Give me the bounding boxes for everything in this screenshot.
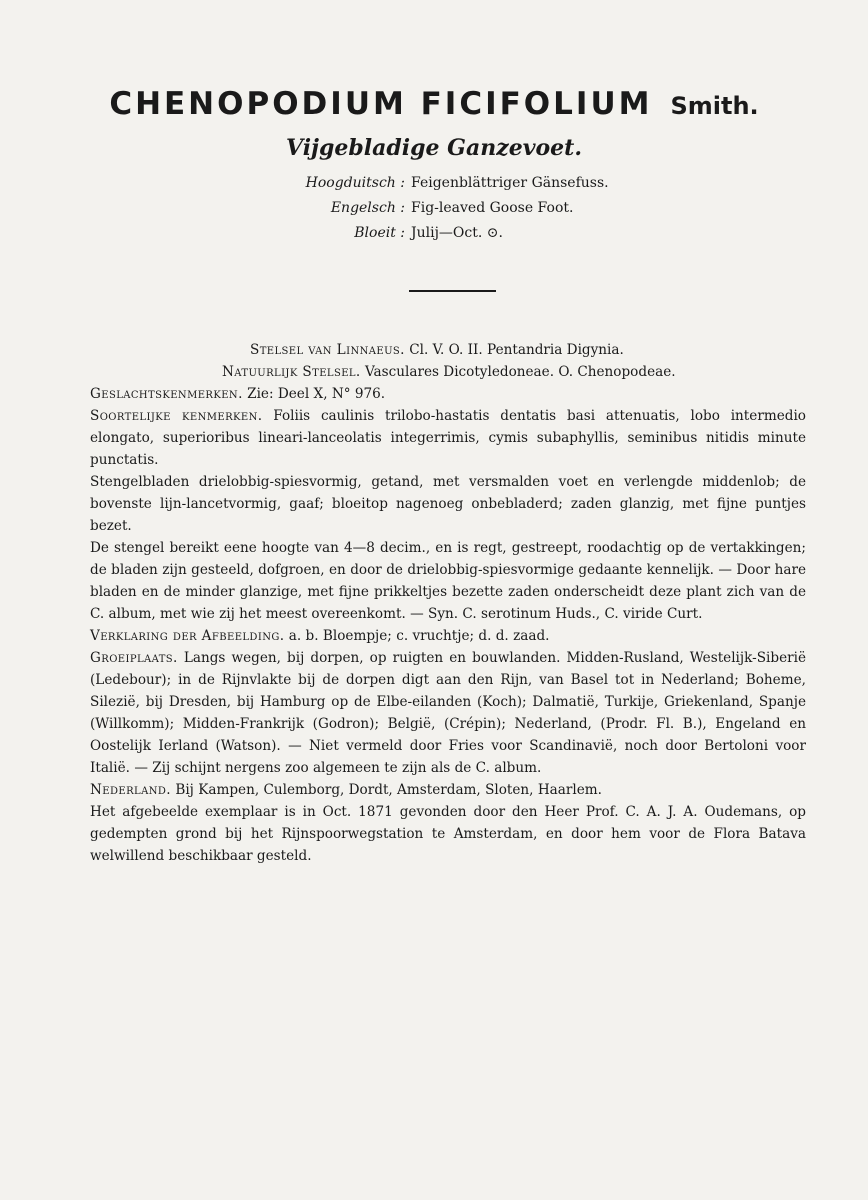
description-paragraph: De stengel bereikt eene hoogte van 4—8 decim., en is regt, gestreept, roodachtig op de vertakkingen; de bladen zijn gesteeld, dofgroen, en door de drielobbig-spiesvormige gedaante kennelijk. — Door hare bladen en de minder glanzige, met fijne prikkeltjes bezette zaden onderscheidt deze plant zich van de C. album, met wie zij het meest overeenkomt. — Syn. C. serotinum Huds., C. viride Curt. <box>90 540 806 622</box>
natural-system-line <box>90 361 806 383</box>
specimen-paragraph: Het afgebeelde exemplaar is in Oct. 1871 gevonden door den Heer Prof. C. A. J. A. Oudemans, op gedempten grond bij het Rijnspoorwegstation te Amsterdam, en door hem voor de Flora Batava welwillend beschikbaar gesteld. <box>90 804 806 864</box>
vernacular-label: Hoogduitsch : <box>305 175 405 191</box>
section-text: Cl. V. O. II. Pentandria Digynia. <box>409 342 624 358</box>
author-name: Smith. <box>670 92 759 120</box>
divider-rule <box>409 290 496 292</box>
vernacular-label: Engelsch : <box>330 200 405 216</box>
vernacular-label: Bloeit : <box>354 225 405 241</box>
vernacular-english <box>0 200 868 216</box>
genus-line <box>90 383 806 405</box>
section-text: Langs wegen, bij dorpen, op ruigten en bouwlanden. Midden-Rusland, Westelijk-Siberië (Ledebour); in de Rijnvlakte bij de dorpen digt aan den Rijn, van Basel tot in Nederland; Boheme, Silezië, bij Dresden, bij Hamburg op de Elbe-eilanden (Koch); Dalmatië, Turkije, Griekenland, Spanje (Willkomm); Midden-Frankrijk (Godron); België, (Crépin); Nederland, (Prodr. Fl. B.), Engeland en Oostelijk Ierland (Watson). — Niet vermeld door Fries voor Scandinavië, noch door Bertoloni voor Italië. — Zij schijnt nergens zoo algemeen te zijn als de C. album. <box>90 650 806 776</box>
section-label: Verklaring der Afbeelding. <box>90 628 285 644</box>
section-text: Vasculares Dicotyledoneae. O. Chenopodeae. <box>364 364 676 380</box>
vernacular-german <box>0 175 868 191</box>
section-label: Natuurlijk Stelsel. <box>222 364 361 380</box>
section-label: Groeiplaats. <box>90 650 178 666</box>
netherlands-line <box>90 779 806 801</box>
vernacular-value: Feigenblättriger Gänsefuss. <box>411 175 609 191</box>
scientific-name: CHENOPODIUM FICIFOLIUM <box>109 86 653 122</box>
vernacular-value: Julij—Oct. ⊙. <box>411 225 503 241</box>
dutch-name: Vijgebladige Ganzevoet. <box>286 135 582 161</box>
description-body <box>90 339 806 867</box>
section-text: a. b. Bloempje; c. vruchtje; d. d. zaad. <box>288 628 550 644</box>
section-text: Foliis caulinis trilobo-hastatis dentatis basi attenuatis, lobo intermedio elongato, superioribus lineari-lanceolatis integerrimis, cymis subaphyllis, seminibus nitidis minute punctatis. <box>90 408 806 468</box>
habitat-paragraph <box>90 647 806 779</box>
section-label: Stelsel van Linnaeus. <box>250 342 405 358</box>
vernacular-value: Fig-leaved Goose Foot. <box>411 200 574 216</box>
section-label: Geslachtskenmerken. <box>90 386 243 402</box>
figure-explanation <box>90 625 806 647</box>
section-label: Nederland. <box>90 782 171 798</box>
linnaeus-line <box>90 339 806 361</box>
stem-leaves-paragraph: Stengelbladen drielobbig-spiesvormig, getand, met versmalden voet en verlengde middenlob; de bovenste lijn-lancetvormig, gaaf; bloeitop nagenoeg onbebladerd; zaden glanzig, met fijne puntjes bezet. <box>90 474 806 534</box>
vernacular-flowering <box>0 225 868 241</box>
species-title <box>0 86 868 122</box>
section-text: Bij Kampen, Culemborg, Dordt, Amsterdam, Sloten, Haarlem. <box>175 782 602 798</box>
section-text: Zie: Deel X, N° 976. <box>247 386 386 402</box>
section-label: Soortelijke kenmerken. <box>90 408 263 424</box>
species-characters <box>90 405 806 471</box>
